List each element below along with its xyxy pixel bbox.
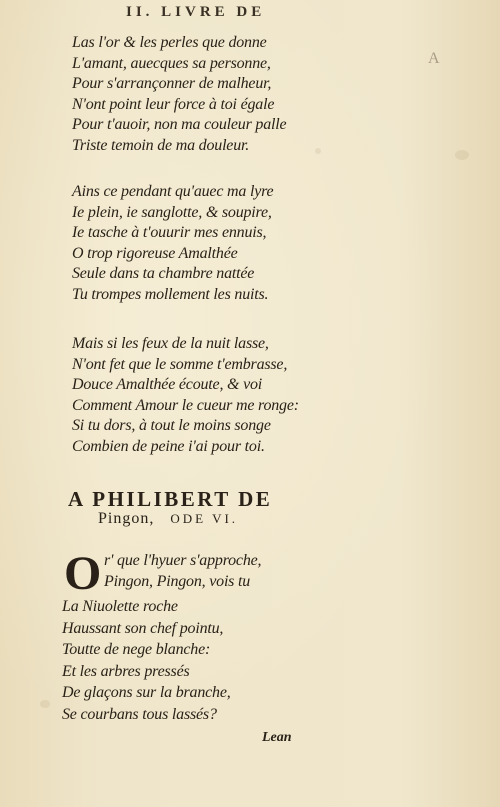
verse-line: Comment Amour le cueur me ronge: (72, 396, 299, 414)
bleed-through-letter: A (428, 50, 440, 67)
verse-line: Douce Amalthée écoute, & voi (72, 376, 263, 394)
verse-line: O trop rigoreuse Amalthée (72, 244, 238, 262)
ode-opening-lines (104, 551, 261, 592)
ode-number: ODE VI. (170, 511, 239, 526)
running-head: II. LIVRE DE (126, 4, 266, 20)
verse-line: Haussant son chef pointu, (62, 619, 224, 637)
verse-line: Las l'or & les perles que donne (72, 34, 267, 51)
verse-line: Toutte de nege blanche: (62, 641, 211, 659)
verse-line: Mais si les feux de la nuit lasse, (72, 335, 269, 352)
verse-line: Si tu dors, à tout le moins songe (72, 417, 271, 435)
ode-lines (62, 596, 231, 726)
verse-line: N'ont fet que le somme t'embrasse, (72, 355, 288, 373)
verse-line: N'ont point leur force à toi égale (72, 95, 275, 113)
verse-line: Combien de peine i'ai pour toi. (72, 437, 265, 455)
stanza-1 (72, 33, 286, 157)
catchword: Lean (262, 730, 292, 745)
verse-line: Ie plein, ie sanglotte, & soupire, (72, 203, 272, 221)
drop-cap: O (64, 547, 102, 600)
verse-line: De glaçons sur la branche, (62, 684, 231, 702)
verse-line: Ains ce pendant qu'auec ma lyre (72, 183, 274, 200)
ode-subtitle-line (98, 510, 238, 528)
verse-line: La Niuolette roche (62, 598, 178, 615)
verse-line: Tu trompes mollement les nuits. (72, 285, 269, 303)
verse-line: L'amant, auecques sa personne, (72, 54, 271, 72)
ode-subtitle: Pingon, (98, 510, 155, 527)
verse-line: Pingon, Pingon, vois tu (104, 572, 251, 590)
verse-line: Pour t'auoir, non ma couleur palle (72, 116, 287, 134)
verse-line: r' que l'hyuer s'approche, (104, 552, 262, 569)
verse-line: Ie tasche à t'ouurir mes ennuis, (72, 224, 267, 242)
ode-title: A PHILIBERT DE (68, 487, 273, 511)
stanza-2 (72, 182, 273, 306)
verse-line: Et les arbres pressés (62, 662, 190, 680)
verse-line: Triste temoin de ma douleur. (72, 136, 250, 154)
stanza-3 (72, 334, 299, 458)
verse-line: Seule dans ta chambre nattée (72, 265, 255, 283)
verse-line: Pour s'arrançonner de malheur, (72, 75, 272, 93)
verse-line: Se courbans tous lassés? (62, 705, 217, 723)
